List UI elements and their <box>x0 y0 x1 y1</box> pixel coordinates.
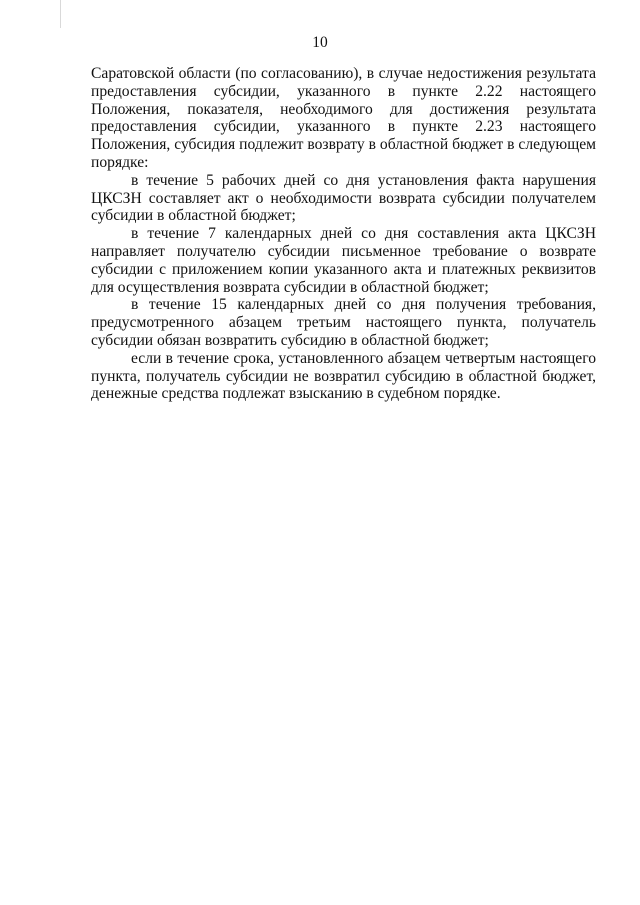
paragraph-step-demand: в течение 7 календарных дней со дня составления акта ЦКСЗН направляет получателю субсидии письменное требование о возврате субсидии с приложением копии указанного акта и платежных реквизитов для осуществления возврата субсидии в областной бюджет; <box>91 225 596 296</box>
paragraph-continuation: Саратовской области (по согласованию), в случае недостижения результата предоставления субсидии, указанного в пункте 2.22 настоящего Положения, показателя, необходимого для достижения результата предоставления субсидии, указанного в пункте 2.23 настоящего Положения, субсидия подлежит возврату в областной бюджет в следующем порядке: <box>91 65 596 171</box>
page-number: 10 <box>312 34 328 51</box>
scan-edge-mark <box>60 0 61 28</box>
paragraph-step-act: в течение 5 рабочих дней со дня установления факта нарушения ЦКСЗН составляет акт о необходимости возврата субсидии получателем субсидии в областной бюджет; <box>91 171 596 225</box>
paragraph-step-return: в течение 15 календарных дней со дня получения требования, предусмотренного абзацем третьим настоящего пункта, получатель субсидии обязан возвратить субсидию в областной бюджет; <box>91 296 596 349</box>
paragraph-step-court: если в течение срока, установленного абзацем четвертым настоящего пункта, получатель субсидии не возвратил субсидию в областной бюджет, денежные средства подлежат взысканию в судебном порядке. <box>91 349 596 403</box>
document-body <box>91 65 596 403</box>
